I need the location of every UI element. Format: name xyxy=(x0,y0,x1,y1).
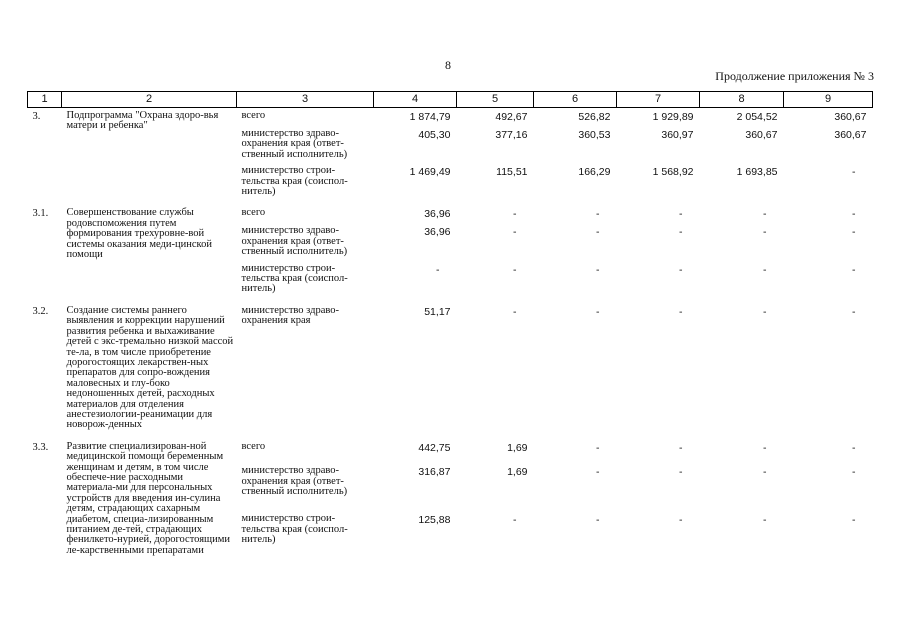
amount-value: - xyxy=(596,514,600,527)
amount-value: - xyxy=(852,208,856,221)
funding-source: министерство здраво-охранения края xyxy=(241,304,340,327)
amount-cell xyxy=(457,126,534,163)
funding-source: министерство строи-тельства края (соиспол-нитель) xyxy=(241,513,348,546)
amount-cell xyxy=(374,126,457,163)
amount-cell xyxy=(534,223,617,260)
column-number: 9 xyxy=(784,92,873,108)
table-row xyxy=(28,298,873,434)
continuation-caption: Продолжение приложения № 3 xyxy=(715,69,874,83)
amount-cell xyxy=(457,163,534,200)
amount-value: 166,29 xyxy=(578,166,611,179)
amount-cell xyxy=(700,434,784,464)
amount-value: 115,51 xyxy=(496,166,528,179)
amount-value: 1,69 xyxy=(507,441,528,454)
funding-source: всего xyxy=(241,110,266,121)
amount-value: 1,69 xyxy=(507,466,528,479)
amount-value: 1 874,79 xyxy=(409,111,451,123)
amount-cell xyxy=(784,511,873,559)
funding-source: министерство здраво-охранения края (ответ-ственный исполнитель) xyxy=(241,225,348,258)
amount-cell xyxy=(457,261,534,298)
item-code: 3.3. xyxy=(32,441,49,453)
amount-cell xyxy=(374,298,457,434)
amount-cell xyxy=(617,298,700,434)
amount-value: 360,67 xyxy=(745,129,778,141)
amount-cell xyxy=(374,434,457,464)
amount-cell xyxy=(617,163,700,200)
amount-value: - xyxy=(513,226,517,239)
amount-value: - xyxy=(763,263,767,276)
amount-value: - xyxy=(852,226,856,239)
amount-value: - xyxy=(513,263,517,276)
table-row xyxy=(28,434,873,464)
funding-source: министерство строи-тельства края (соиспол-нитель) xyxy=(241,165,348,198)
funding-source: министерство строи-тельства края (соиспол-нитель) xyxy=(241,262,348,295)
amount-value: - xyxy=(852,263,856,276)
amount-cell xyxy=(374,463,457,511)
column-number: 4 xyxy=(374,92,457,108)
amount-cell xyxy=(700,108,784,127)
amount-cell xyxy=(534,200,617,223)
amount-cell xyxy=(457,463,534,511)
table-row xyxy=(28,108,873,127)
amount-value: - xyxy=(436,263,440,276)
amount-value: 1 929,89 xyxy=(652,111,694,123)
amount-cell xyxy=(784,126,873,163)
amount-value: 360,67 xyxy=(834,111,867,123)
amount-cell xyxy=(374,163,457,200)
amount-cell xyxy=(374,223,457,260)
amount-cell xyxy=(784,261,873,298)
column-number: 5 xyxy=(457,92,534,108)
amount-value: 492,67 xyxy=(495,111,528,123)
amount-cell xyxy=(534,463,617,511)
amount-cell xyxy=(700,163,784,200)
amount-value: 360,67 xyxy=(834,129,867,141)
amount-value: 442,75 xyxy=(418,441,451,454)
amount-cell xyxy=(617,108,700,127)
page-number: 8 xyxy=(445,58,451,72)
amount-cell xyxy=(617,223,700,260)
amount-cell xyxy=(457,434,534,464)
amount-value: - xyxy=(596,208,600,221)
column-number: 3 xyxy=(237,92,374,108)
amount-cell xyxy=(534,163,617,200)
amount-cell xyxy=(617,200,700,223)
amount-value: 125,88 xyxy=(418,514,451,527)
funding-source: всего xyxy=(241,207,266,219)
amount-value: - xyxy=(596,305,600,318)
amount-value: - xyxy=(763,514,767,527)
amount-cell xyxy=(784,223,873,260)
column-number: 2 xyxy=(62,92,237,108)
amount-cell xyxy=(700,223,784,260)
amount-value: 1 693,85 xyxy=(736,166,778,179)
amount-value: - xyxy=(763,466,767,479)
amount-value: 36,96 xyxy=(424,226,451,239)
amount-cell xyxy=(534,261,617,298)
amount-cell xyxy=(700,511,784,559)
amount-value: - xyxy=(763,226,767,239)
column-number: 6 xyxy=(534,92,617,108)
amount-value: - xyxy=(513,514,517,527)
amount-value: - xyxy=(679,441,683,454)
amount-value: - xyxy=(679,208,683,221)
amount-value: 2 054,52 xyxy=(736,111,778,123)
amount-cell xyxy=(784,463,873,511)
table-row xyxy=(28,200,873,223)
amount-value: 360,53 xyxy=(578,129,611,141)
amount-value: - xyxy=(852,305,856,318)
budget-table xyxy=(27,91,873,559)
amount-value: - xyxy=(679,305,683,318)
amount-value: 377,16 xyxy=(495,129,528,141)
amount-cell xyxy=(700,463,784,511)
amount-cell xyxy=(784,298,873,434)
amount-value: 36,96 xyxy=(424,208,451,221)
amount-value: - xyxy=(596,441,600,454)
funding-source: всего xyxy=(241,440,266,452)
amount-cell xyxy=(374,200,457,223)
amount-value: 316,87 xyxy=(418,466,451,479)
column-number: 7 xyxy=(617,92,700,108)
column-number: 1 xyxy=(28,92,62,108)
amount-cell xyxy=(617,463,700,511)
amount-cell xyxy=(784,200,873,223)
amount-value: - xyxy=(679,514,683,527)
item-code: 3. xyxy=(32,111,41,122)
amount-cell xyxy=(534,434,617,464)
amount-cell xyxy=(457,511,534,559)
amount-value: - xyxy=(596,226,600,239)
amount-value: 360,97 xyxy=(661,129,694,141)
amount-cell xyxy=(374,511,457,559)
amount-value: - xyxy=(852,514,856,527)
amount-cell xyxy=(784,108,873,127)
item-name: Совершенствование службы родовспоможения путем формирования трехуровне-вой системы оказания меди-цинской помощи xyxy=(66,207,212,261)
amount-cell xyxy=(374,261,457,298)
amount-value: - xyxy=(596,263,600,276)
amount-value: 405,30 xyxy=(418,129,451,141)
amount-value: - xyxy=(596,466,600,479)
item-code: 3.1. xyxy=(32,208,49,220)
amount-value: - xyxy=(513,305,517,318)
amount-value: - xyxy=(679,226,683,239)
amount-value: 1 568,92 xyxy=(652,166,694,179)
amount-cell xyxy=(457,223,534,260)
amount-cell xyxy=(617,261,700,298)
amount-cell xyxy=(700,126,784,163)
amount-value: - xyxy=(852,441,856,454)
amount-value: 526,82 xyxy=(578,111,611,123)
amount-cell xyxy=(374,108,457,127)
amount-value: - xyxy=(852,166,856,179)
amount-cell xyxy=(784,163,873,200)
amount-value: 1 469,49 xyxy=(409,166,451,179)
amount-value: - xyxy=(763,305,767,318)
amount-cell xyxy=(617,434,700,464)
amount-value: - xyxy=(513,208,517,221)
item-name: Развитие специализирован-ной медицинской помощи беременным женщинам и детям, в том числе обеспече-ние расходными материала-ми для персональных устройств для введения ин-сулина детям, страдающих сахарным диабетом, специа-лизированным питанием де-тей, страдающих фенилкето-нурией, дорогостоящими ле-карственными препаратами xyxy=(66,440,231,556)
item-name: Подпрограмма "Охрана здоро-вья матери и ребенка" xyxy=(66,110,219,132)
amount-cell xyxy=(534,298,617,434)
item-name: Создание системы раннего выявления и коррекции нарушений развития ребенка и выхаживание детей с экс-тремально низкой массой те-ла, в том числе приобретение дорогостоящих лекарствен-ных препаратов для сопро-вождения маловесных и глу-боко недоношенных детей, расходных материалов для отделения анестезиологии-реанимации для новорож-денных xyxy=(66,304,234,431)
amount-cell xyxy=(534,108,617,127)
amount-value: - xyxy=(852,466,856,479)
amount-cell xyxy=(534,511,617,559)
amount-cell xyxy=(617,126,700,163)
funding-source: министерство здраво-охранения края (ответ-ственный исполнитель) xyxy=(241,465,348,498)
amount-value: - xyxy=(763,208,767,221)
amount-value: 51,17 xyxy=(424,305,451,318)
amount-cell xyxy=(457,298,534,434)
amount-cell xyxy=(700,261,784,298)
amount-value: - xyxy=(679,466,683,479)
amount-cell xyxy=(700,298,784,434)
item-code: 3.2. xyxy=(32,305,49,317)
amount-cell xyxy=(700,200,784,223)
amount-cell xyxy=(457,108,534,127)
column-number-row xyxy=(28,92,873,108)
column-number: 8 xyxy=(700,92,784,108)
amount-value: - xyxy=(763,441,767,454)
amount-cell xyxy=(617,511,700,559)
amount-cell xyxy=(457,200,534,223)
amount-cell xyxy=(784,434,873,464)
funding-source: министерство здраво-охранения края (ответ-ственный исполнитель) xyxy=(241,128,348,160)
amount-cell xyxy=(534,126,617,163)
amount-value: - xyxy=(679,263,683,276)
